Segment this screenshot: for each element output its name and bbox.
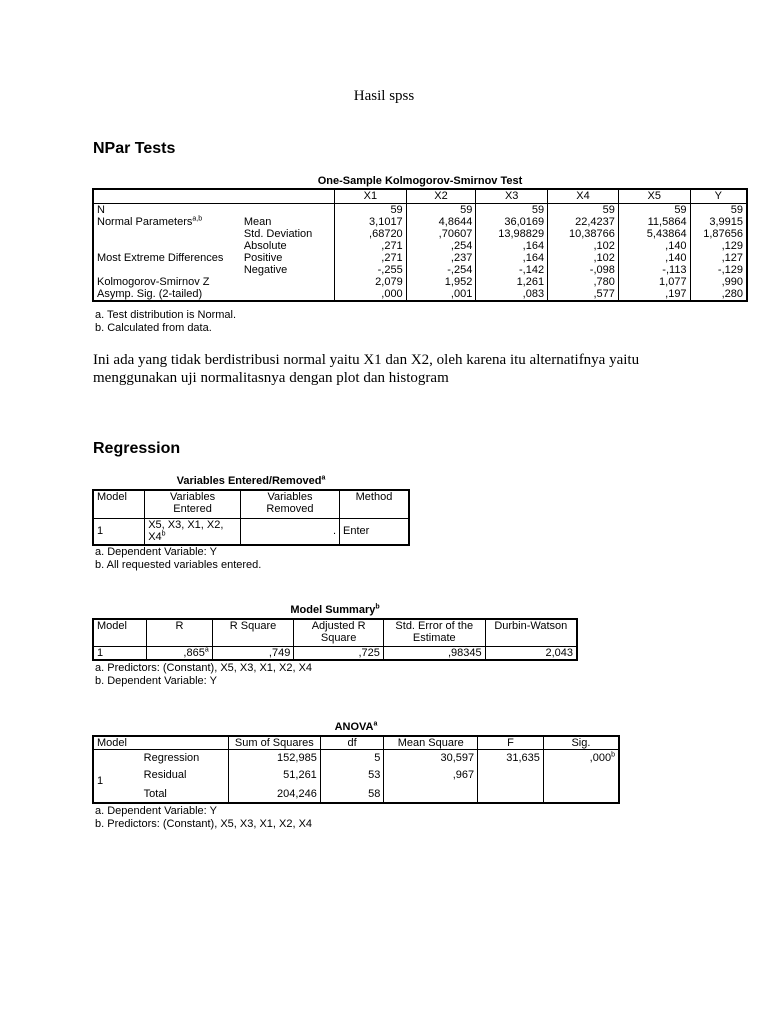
anova-df-cell: 5 — [374, 752, 381, 764]
summary-row — [93, 646, 577, 660]
ks-cell: ,164 — [476, 240, 548, 252]
anova-note: b. Predictors: (Constant), X5, X3, X1, X2, X4 — [95, 818, 313, 830]
summary-se: ,98345 — [383, 646, 485, 660]
ks-row-sublabel — [241, 288, 335, 301]
ver-method: Enter — [340, 518, 410, 545]
ver-header-removed — [240, 490, 339, 518]
summary-header-r: R — [147, 619, 213, 646]
ks-cell: ,237 — [406, 252, 476, 264]
ver-entered-1: X5, X3, X1, X2, — [148, 518, 224, 531]
anova-header-ms: Mean Square — [384, 736, 478, 750]
ver-title-text: Variables Entered/Removed — [176, 475, 322, 487]
ks-table — [92, 188, 748, 302]
summary-header-se-1: Std. Error of the — [395, 620, 474, 632]
variables-table — [92, 489, 410, 546]
anova-sig-cell: ,000 — [589, 752, 612, 764]
ks-col-header: X4 — [548, 189, 619, 204]
ks-cell: ,197 — [618, 288, 690, 301]
ks-row — [93, 276, 747, 288]
summary-r-sup: a — [204, 645, 209, 653]
summary-header-dw: Durbin-Watson — [485, 619, 577, 646]
ks-row-sublabel — [241, 204, 335, 217]
anova-header-f: F — [478, 736, 544, 750]
summary-header-model: Model — [93, 619, 147, 646]
ks-row — [93, 240, 747, 252]
ks-cell: 36,0169 — [476, 216, 548, 228]
anova-model: 1 — [93, 750, 141, 803]
ks-row-sublabel: Mean — [241, 216, 335, 228]
summary-note: a. Predictors: (Constant), X5, X3, X1, X2, X4 — [95, 662, 313, 674]
anova-df — [320, 750, 384, 803]
anova-label: Residual — [143, 769, 187, 781]
anova-sig — [543, 750, 619, 803]
anova-ss-cell: 204,246 — [277, 788, 317, 800]
ks-cell: -,142 — [476, 264, 548, 276]
summary-header-se-2: Estimate — [412, 632, 456, 644]
summary-adj: ,725 — [294, 646, 384, 660]
ks-cell: ,000 — [335, 288, 407, 301]
ks-col-header: X2 — [406, 189, 476, 204]
anova-header-row — [93, 736, 619, 750]
anova-sig-sup: b — [611, 751, 615, 759]
ks-col-header: X3 — [476, 189, 548, 204]
summary-r — [147, 646, 213, 660]
ks-cell: ,990 — [690, 276, 747, 288]
ks-row-sublabel: Std. Deviation — [241, 228, 335, 240]
ks-row-sublabel: Absolute — [241, 240, 335, 252]
anova-ss-cell: 51,261 — [283, 769, 317, 781]
ks-cell: -,129 — [690, 264, 747, 276]
anova-notes — [95, 805, 312, 831]
summary-title-text: Model Summary — [290, 604, 376, 616]
ks-cell: 59 — [406, 204, 476, 217]
ks-header-row — [93, 189, 747, 204]
ver-model: 1 — [93, 518, 145, 545]
ks-row-label — [93, 276, 241, 288]
ks-row-label-text: Normal Parameters — [97, 216, 193, 228]
anova-header-df: df — [320, 736, 384, 750]
ks-cell: 3,1017 — [335, 216, 407, 228]
ks-cell: 11,5864 — [618, 216, 690, 228]
ks-note: a. Test distribution is Normal. — [95, 309, 237, 321]
ks-row-label-text: N — [97, 204, 105, 216]
ks-table-title: One-Sample Kolmogorov-Smirnov Test — [317, 175, 523, 187]
anova-f-cell: 31,635 — [506, 752, 540, 764]
ks-row-label — [93, 288, 241, 301]
anova-ss-cell: 152,985 — [277, 752, 317, 764]
ks-row-label-text: Most Extreme Differences — [97, 252, 224, 264]
ks-cell: ,129 — [690, 240, 747, 252]
ks-cell: 59 — [476, 204, 548, 217]
anova-table — [92, 735, 620, 804]
ks-row-label-text: Kolmogorov-Smirnov Z — [97, 276, 210, 288]
summary-rsq: ,749 — [212, 646, 294, 660]
ver-title — [92, 475, 410, 487]
anova-label: Total — [143, 788, 167, 800]
ks-cell: -,255 — [335, 264, 407, 276]
ks-cell: 59 — [690, 204, 747, 217]
ks-cell: 3,9915 — [690, 216, 747, 228]
ks-cell: 5,43864 — [618, 228, 690, 240]
ks-cell: 1,952 — [406, 276, 476, 288]
anova-label: Regression — [143, 752, 200, 764]
ks-row-label — [93, 216, 241, 228]
ks-row — [93, 228, 747, 240]
ver-notes — [95, 546, 261, 572]
ver-header-row — [93, 490, 409, 518]
npar-heading: NPar Tests — [93, 140, 176, 157]
ver-removed: . — [240, 518, 339, 545]
anova-ms — [384, 750, 478, 803]
ks-cell: -,098 — [548, 264, 619, 276]
ks-cell: ,254 — [406, 240, 476, 252]
ks-cell: 13,98829 — [476, 228, 548, 240]
ks-cell: 59 — [548, 204, 619, 217]
ks-col-header: X5 — [618, 189, 690, 204]
summary-note: b. Dependent Variable: Y — [95, 675, 217, 687]
ks-row — [93, 204, 747, 217]
ks-cell: 2,079 — [335, 276, 407, 288]
ver-row — [93, 518, 409, 545]
summary-header-row — [93, 619, 577, 646]
ks-cell: 10,38766 — [548, 228, 619, 240]
ver-note: b. All requested variables entered. — [95, 559, 262, 571]
anova-header-ss: Sum of Squares — [228, 736, 320, 750]
anova-labels — [141, 750, 229, 803]
ks-row — [93, 264, 747, 276]
summary-header-rsq: R Square — [212, 619, 294, 646]
ver-note: a. Dependent Variable: Y — [95, 546, 217, 558]
anova-note: a. Dependent Variable: Y — [95, 805, 217, 817]
ks-cell: 1,077 — [618, 276, 690, 288]
ks-cell: ,102 — [548, 252, 619, 264]
anova-title-sup: a — [373, 720, 378, 728]
anova-df-cell: 53 — [368, 769, 381, 781]
ks-cell: ,577 — [548, 288, 619, 301]
summary-notes — [95, 662, 312, 688]
ver-header-entered-2: Entered — [173, 503, 212, 515]
ver-header-method: Method — [340, 490, 410, 518]
ks-cell: ,001 — [406, 288, 476, 301]
ks-cell: 1,261 — [476, 276, 548, 288]
ks-row-label-text: Asymp. Sig. (2-tailed) — [97, 288, 203, 300]
anova-title-text: ANOVA — [334, 721, 374, 733]
summary-r-value: ,865 — [183, 646, 205, 659]
ver-entered-2-text: X4 — [148, 530, 162, 543]
paragraph-line: menggunakan uji normalitasnya dengan plot dan histogram — [93, 370, 449, 386]
ks-notes — [95, 309, 236, 335]
ks-cell: ,280 — [690, 288, 747, 301]
ks-row-sublabel: Positive — [241, 252, 335, 264]
ks-cell: ,083 — [476, 288, 548, 301]
anova-f — [478, 750, 544, 803]
ks-cell: ,140 — [618, 252, 690, 264]
ks-cell: 1,87656 — [690, 228, 747, 240]
ver-header-entered-1: Variables — [170, 491, 216, 503]
anova-ss — [228, 750, 320, 803]
ks-cell: ,271 — [335, 240, 407, 252]
anova-ms-cell: ,967 — [452, 769, 475, 781]
ks-cell: ,164 — [476, 252, 548, 264]
ks-cell: 59 — [335, 204, 407, 217]
anova-df-cell: 58 — [368, 788, 381, 800]
paragraph-line: Ini ada yang tidak berdistribusi normal yaitu X1 dan X2, oleh karena itu alternatifnya yaitu — [93, 352, 640, 368]
ks-body — [93, 204, 747, 302]
interpretation-paragraph — [93, 351, 733, 387]
ks-note: b. Calculated from data. — [95, 322, 212, 334]
anova-header-sig: Sig. — [543, 736, 619, 750]
ks-row-label — [93, 264, 241, 276]
ks-row-label — [93, 204, 241, 217]
ks-col-header: Y — [690, 189, 747, 204]
ks-cell: ,102 — [548, 240, 619, 252]
ks-cell: ,70607 — [406, 228, 476, 240]
ks-row-label-sup: a,b — [192, 215, 203, 223]
summary-header-adj — [294, 619, 384, 646]
regression-heading: Regression — [93, 440, 181, 457]
ver-title-sup: a — [321, 474, 326, 482]
ks-row — [93, 288, 747, 301]
summary-header-adj-2: Square — [320, 632, 357, 644]
ks-col-header: X1 — [335, 189, 407, 204]
ks-cell: ,68720 — [335, 228, 407, 240]
model-summary-table — [92, 618, 578, 661]
ver-entered-2 — [148, 531, 237, 543]
ks-header-blank — [93, 189, 335, 204]
summary-title — [92, 604, 578, 616]
ks-row — [93, 252, 747, 264]
ks-row-sublabel: Negative — [241, 264, 335, 276]
anova-ms-cell: 30,597 — [440, 752, 475, 764]
ver-header-removed-2: Removed — [266, 503, 314, 515]
ks-cell: 22,4237 — [548, 216, 619, 228]
summary-model: 1 — [93, 646, 147, 660]
summary-header-se — [383, 619, 485, 646]
ks-cell: 59 — [618, 204, 690, 217]
ks-row-label — [93, 240, 241, 252]
ver-header-entered — [145, 490, 241, 518]
summary-dw: 2,043 — [485, 646, 577, 660]
ks-cell: 4,8644 — [406, 216, 476, 228]
ks-cell: ,271 — [335, 252, 407, 264]
ks-cell: -,254 — [406, 264, 476, 276]
summary-title-sup: b — [375, 603, 380, 611]
ks-row-label — [93, 228, 241, 240]
ver-header-removed-1: Variables — [267, 491, 313, 503]
ver-entered — [145, 518, 241, 545]
ks-row-label — [93, 252, 241, 264]
anova-header-model: Model — [93, 736, 228, 750]
anova-body-row — [93, 750, 619, 803]
ks-row — [93, 216, 747, 228]
summary-header-adj-1: Adjusted R — [311, 620, 366, 632]
ks-cell: ,780 — [548, 276, 619, 288]
ks-cell: ,127 — [690, 252, 747, 264]
ks-row-sublabel — [241, 276, 335, 288]
ks-cell: -,113 — [618, 264, 690, 276]
ver-header-model: Model — [93, 490, 145, 518]
ver-entered-sup: b — [161, 529, 166, 537]
ks-cell: ,140 — [618, 240, 690, 252]
page-title: Hasil spss — [353, 88, 415, 104]
anova-title — [92, 721, 620, 733]
